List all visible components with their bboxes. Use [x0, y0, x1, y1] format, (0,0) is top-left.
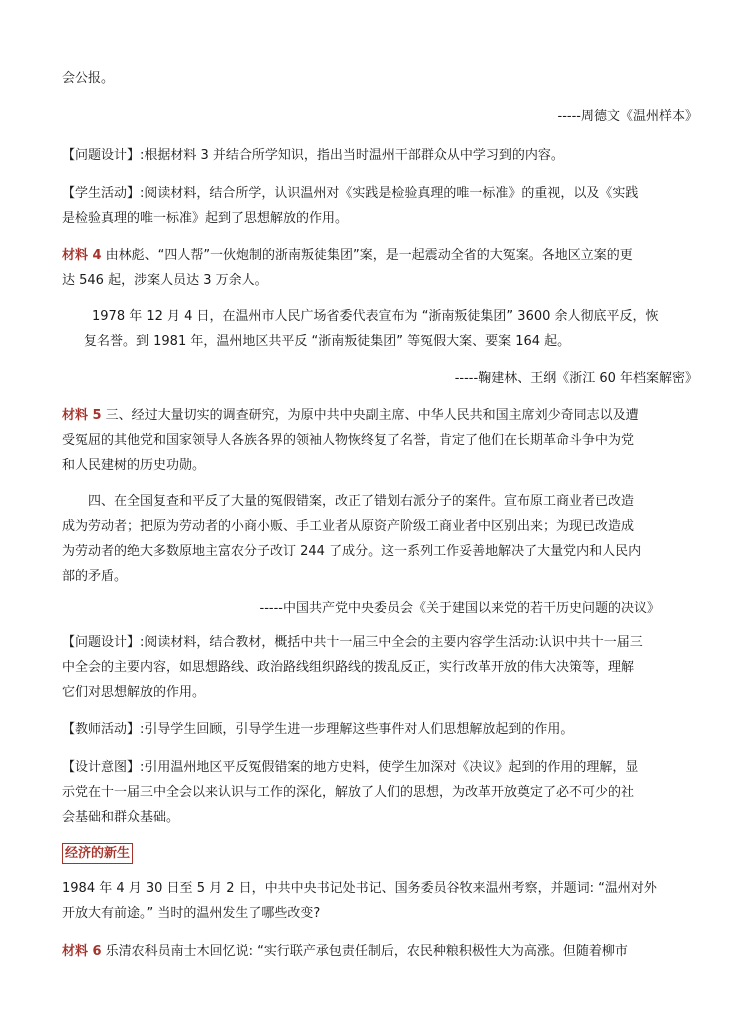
section-heading: 经济的新生 — [62, 843, 133, 864]
material-5-label: 材料 5 — [62, 408, 102, 423]
material-5-line — [62, 403, 698, 428]
material-6-line — [62, 939, 698, 964]
source-citation: -----中国共产党中央委员会《关于建国以来党的若干历史问题的决议》 — [259, 601, 660, 616]
material-6-label: 材料 6 — [62, 944, 102, 959]
student-activity: 【学生活动】:阅读材料，结合所学，认识温州对《实践是检验真理的唯一标准》的重视，以及《实践 — [62, 186, 639, 201]
text-line: 达 546 起，涉案人员达 3 万余人。 — [62, 273, 268, 288]
source-citation: -----鞠建林、王纲《浙江 60 年档案解密》 — [454, 371, 698, 386]
material-4-label: 材料 4 — [62, 248, 102, 263]
text-span: 乐清农科员南士木回忆说: “实行联产承包责任制后，农民种粮积极性大为高涨。但随着柳市 — [105, 944, 628, 959]
teacher-activity: 【教师活动】:引导学生回顾，引导学生进一步理解这些事件对人们思想解放起到的作用。 — [62, 722, 574, 737]
text-span: 三、经过大量切实的调查研究，为原中共中央副主席、中华人民共和国主席刘少奇同志以及遭 — [105, 408, 639, 423]
design-intent: 【设计意图】:引用温州地区平反冤假错案的地方史料，使学生加深对《决议》起到的作用的理解，显 — [62, 760, 639, 775]
text-line: 它们对思想解放的作用。 — [62, 685, 206, 700]
text-line: 中全会的主要内容，如思想路线、政治路线组织路线的拨乱反正，实行改革开放的伟大决策等，理解 — [62, 660, 635, 675]
text-line: 会公报。 — [62, 71, 115, 86]
text-line: 1978 年 12 月 4 日，在温州市人民广场省委代表宣布为 “浙南叛徒集团” 3600 余人彻底平反，恢 — [92, 309, 659, 324]
text-span: 由林彪、“四人帮”一伙炮制的浙南叛徒集团”案，是一起震动全省的大冤案。各地区立案的更 — [105, 248, 633, 263]
text-line: 1984 年 4 月 30 日至 5 月 2 日，中共中央书记处书记、国务委员谷牧来温州考察，并题词: “温州对外 — [62, 881, 657, 896]
text-line: 和人民建树的历史功勋。 — [62, 458, 206, 473]
text-line: 成为劳动者；把原为劳动者的小商小贩、手工业者从原资产阶级工商业者中区别出来；为现已改造成 — [62, 519, 635, 534]
material-4-line — [62, 243, 698, 268]
question-design: 【问题设计】:阅读材料，结合教材，概括中共十一届三中全会的主要内容学生活动:认识中共十一届三 — [62, 635, 643, 650]
text-line: 是检验真理的唯一标准》起到了思想解放的作用。 — [62, 211, 349, 226]
text-line: 复名誉。到 1981 年，温州地区共平反 “浙南叛徒集团” 等冤假大案、要案 164 起。 — [84, 334, 571, 349]
text-line: 开放大有前途。” 当时的温州发生了哪些改变? — [62, 906, 321, 921]
text-line: 示党在十一届三中全会以来认识与工作的深化，解放了人们的思想，为改革开放奠定了必不可少的社 — [62, 785, 635, 800]
source-citation: -----周德文《温州样本》 — [557, 109, 698, 124]
question-design: 【问题设计】:根据材料 3 并结合所学知识，指出当时温州干部群众从中学习到的内容。 — [62, 148, 564, 163]
text-line: 会基础和群众基础。 — [62, 810, 180, 825]
text-line: 四、在全国复查和平反了大量的冤假错案，改正了错划右派分子的案件。宣布原工商业者已改造 — [88, 494, 635, 509]
text-line: 部的矛盾。 — [62, 569, 128, 584]
text-line: 受冤屈的其他党和国家领导人各族各界的领袖人物恢终复了名誉，肯定了他们在长期革命斗争中为党 — [62, 433, 635, 448]
text-line: 为劳动者的绝大多数原地主富农分子改订 244 了成分。这一系列工作妥善地解决了大量党内和人民内 — [62, 544, 642, 559]
